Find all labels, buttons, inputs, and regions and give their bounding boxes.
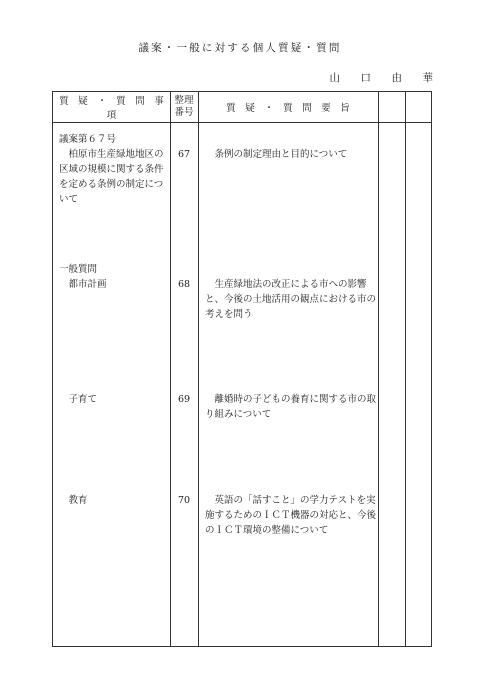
row-subject [59, 262, 169, 292]
subject-line: いて [59, 194, 79, 205]
column-divider [378, 92, 379, 646]
subject-line: 一般質問 [59, 264, 98, 275]
author-name: 山 口 由 華 [329, 72, 438, 84]
summary-line: のＩＣＴ環境の整備について [205, 525, 329, 536]
subject-line: 柏原市生産緑地地区の [59, 149, 164, 160]
document-title: 議案・一般に対する個人質疑・質問 [138, 42, 342, 54]
header-number-line1: 整理 [174, 95, 194, 106]
row-number: 67 [177, 149, 191, 160]
column-divider [198, 92, 199, 646]
summary-line: 考えを問う [205, 309, 253, 320]
summary-line: 条例の制定理由と目的について [205, 149, 348, 160]
row-subject [59, 493, 169, 508]
header-number-line2: 番号 [174, 107, 194, 118]
row-subject [59, 392, 169, 407]
subject-line: 子育て [59, 394, 98, 405]
row-number: 68 [177, 279, 191, 290]
row-summary [205, 493, 377, 538]
subject-line: 区域の規模に関する条件 [59, 164, 164, 175]
subject-line: 都市計画 [59, 279, 107, 290]
header-divider [53, 122, 431, 123]
header-summary [198, 92, 378, 122]
row-number: 69 [177, 394, 191, 405]
row-summary [205, 277, 377, 322]
summary-line: 施するためのＩＣＴ機器の対応と、今後 [205, 510, 377, 521]
column-divider [170, 92, 171, 646]
subject-line: を定める条例の制定につ [59, 179, 164, 190]
header-summary-label: 質 疑 ・ 質 問 要 旨 [226, 103, 350, 114]
row-summary [205, 392, 377, 422]
header-subject-label: 質 疑 ・ 質 問 事 項 [59, 96, 174, 121]
column-divider [405, 92, 406, 646]
questions-table [52, 91, 432, 647]
summary-line: 離婚時の子どもの養育に関する市の取 [205, 394, 377, 405]
subject-line: 議案第６７号 [59, 134, 117, 145]
header-number [170, 92, 198, 122]
row-subject [59, 132, 169, 207]
header-subject [53, 92, 174, 122]
summary-line: り組みについて [205, 409, 272, 420]
summary-line: 英語の「話すこと」の学力テストを実 [205, 495, 376, 506]
row-summary [205, 147, 377, 162]
summary-line: 生産緑地法の改正による市への影響 [205, 279, 367, 290]
row-number: 70 [177, 495, 191, 506]
subject-line: 教育 [59, 495, 88, 506]
summary-line: と、今後の土地活用の観点における市の [205, 294, 377, 305]
